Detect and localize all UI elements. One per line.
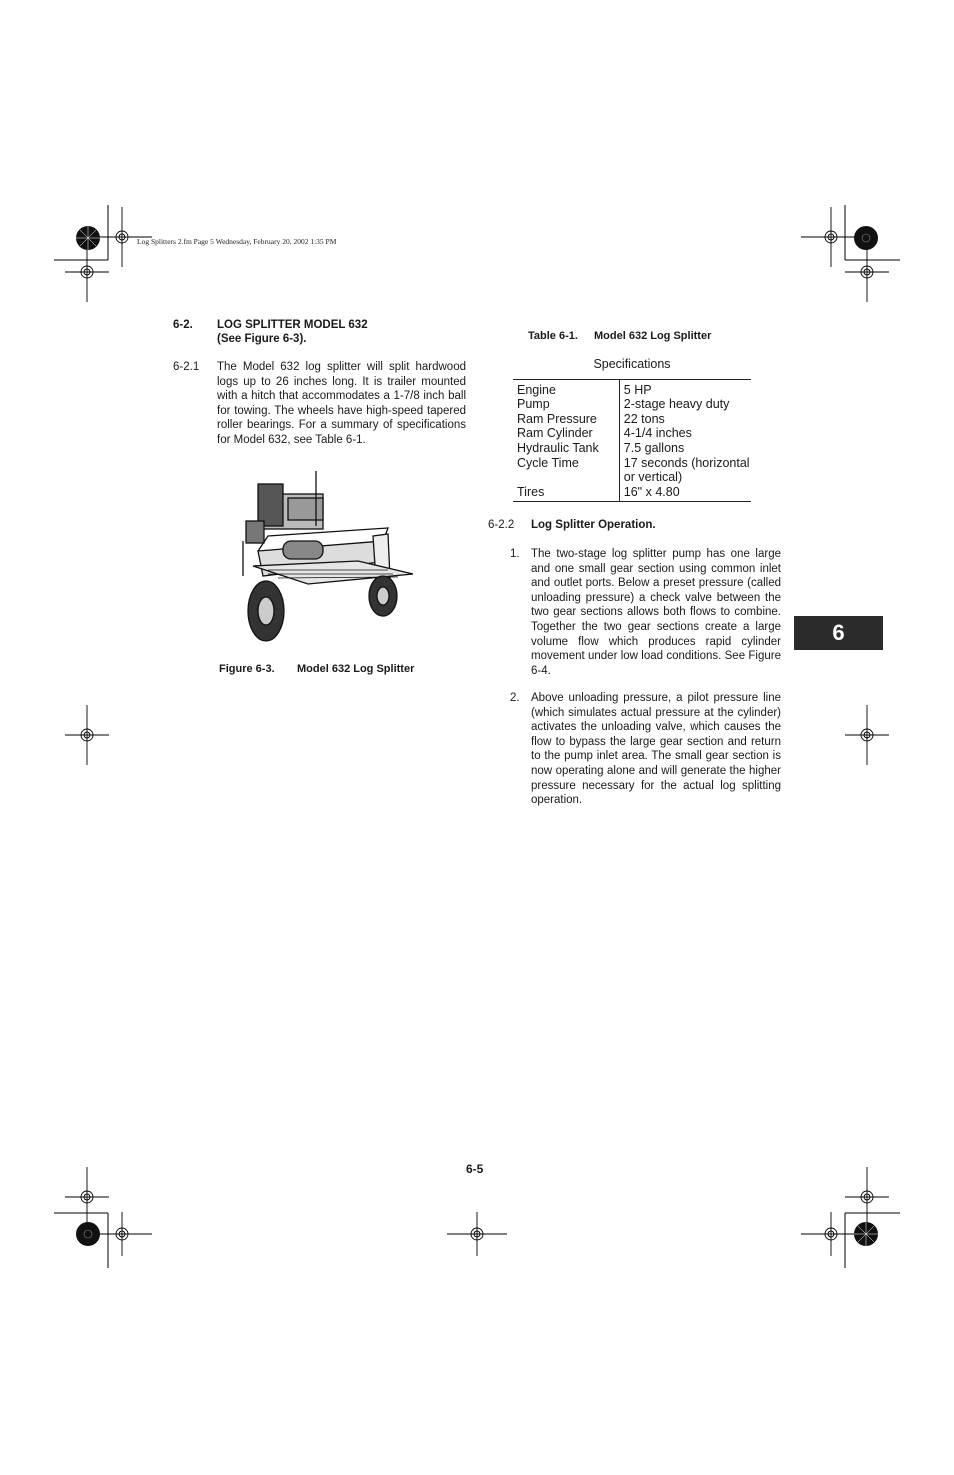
table-row: Hydraulic Tank 7.5 gallons: [513, 441, 751, 456]
paragraph-number: 6-2.1: [173, 361, 200, 373]
print-header: Log Splitters 2.fm Page 5 Wednesday, February 20, 2002 1:35 PM: [137, 237, 337, 246]
table-row: Engine 5 HP: [513, 379, 751, 397]
table-title: Model 632 Log Splitter: [594, 330, 712, 342]
step-text: Above unloading pressure, a pilot pressure line (which simulates actual pressure at the cylinder) activates the unloading valve, which causes the flow to bypass the large gear section and return to the pump inlet area. The small gear section is now operating alone and will generate the higher pressure necessary for the actual log splitting operation.: [531, 692, 781, 807]
paragraph-number: 6-2.2: [488, 519, 515, 531]
paragraph-title: Log Splitter Operation.: [531, 519, 656, 531]
paragraph-6-2-1: The Model 632 log splitter will split hardwood logs up to 26 inches long. It is trailer mounted with a hitch that accommodates a 1-7/8 inch ball for towing. The wheels have high-speed tapered roller bearings. For a summary of specifications for Model 632, see Table 6-1.: [217, 361, 466, 446]
table-row: Tires 16" x 4.80: [513, 485, 751, 502]
table-header: Specifications: [513, 354, 751, 379]
table-row: Pump 2-stage heavy duty: [513, 397, 751, 412]
figure-title: Model 632 Log Splitter: [297, 663, 415, 675]
table-row: Ram Cylinder 4-1/4 inches: [513, 426, 751, 441]
table-row: Ram Pressure 22 tons: [513, 412, 751, 427]
table-label: Table 6-1.: [528, 330, 578, 342]
step-number: 1.: [510, 548, 520, 560]
section-subtitle: (See Figure 6-3).: [217, 333, 307, 345]
page-number: 6-5: [466, 1162, 484, 1176]
section-number: 6-2.: [173, 319, 193, 331]
step-text: The two-stage log splitter pump has one large and one small gear section using common inlet and outlet ports. Below a preset pressure (called unloading pressure) a check valve between the two gear sections allows both flows to combine. Together the two gear sections create a large volume flow which produces rapid cylinder movement under low load conditions. See Figure 6-4.: [531, 548, 781, 677]
log-splitter-illustration: [238, 466, 438, 646]
chapter-tab: 6: [794, 616, 883, 650]
figure-label: Figure 6-3.: [219, 663, 275, 675]
step-number: 2.: [510, 692, 520, 704]
specifications-table: [513, 354, 751, 502]
table-row: Cycle Time 17 seconds (horizontal or vertical): [513, 456, 751, 485]
section-title: LOG SPLITTER MODEL 632: [217, 319, 368, 331]
